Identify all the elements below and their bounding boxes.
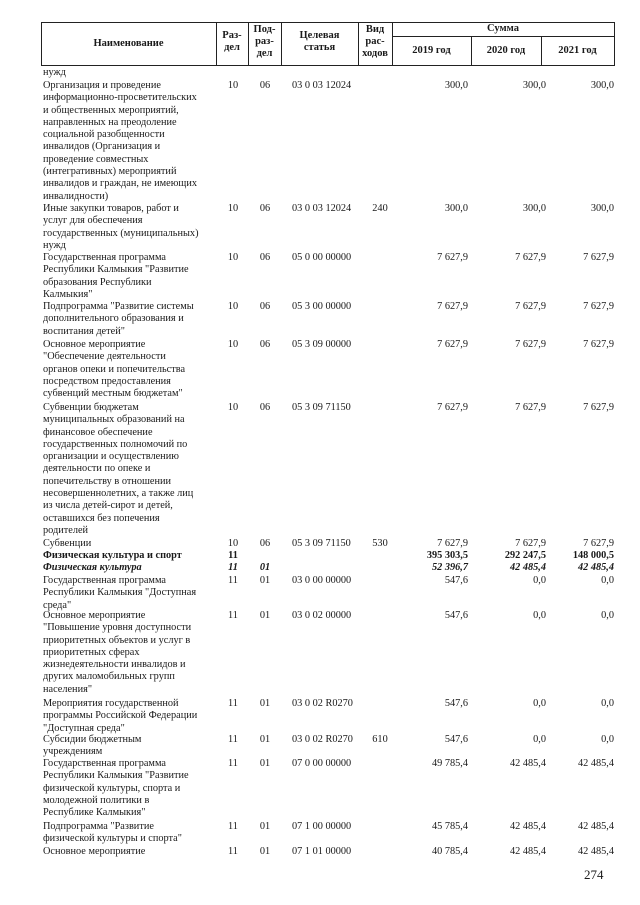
row-target: 05 3 09 00000: [292, 339, 352, 350]
row-section: 11: [228, 846, 238, 857]
row-sum-2019: 40 785,4: [431, 846, 468, 857]
row-sum-2021: 7 627,9: [583, 301, 614, 312]
row-target: 03 0 03 12024: [292, 203, 352, 214]
row-sum-2019: 7 627,9: [437, 339, 468, 350]
header-sum: Сумма: [487, 23, 519, 34]
row-sum-2019: 49 785,4: [431, 758, 468, 769]
row-subsection: 06: [259, 538, 271, 549]
row-sum-2021: 42 485,4: [577, 821, 614, 832]
row-sum-2020: 0,0: [533, 575, 546, 586]
row-sum-2021: 0,0: [601, 734, 614, 745]
row-expense-type: 240: [372, 203, 388, 214]
row-sum-2019: 7 627,9: [437, 252, 468, 263]
row-subsection: 06: [259, 402, 271, 413]
header-expense-type: Вид рас- ходов: [362, 24, 388, 59]
row-name: Организация и проведение информационно-просветительских и общественных мероприятий, направленных на преодоление социальной разобщенности инвалидов (Организация и проведение совместных (интегративных) мероприятий инвалидов и граждан, не имеющих инвалидности): [43, 80, 198, 202]
row-sum-2019: 7 627,9: [437, 538, 468, 549]
row-name: Подпрограмма "Развитие системы дополнительного образования и воспитания детей": [43, 301, 194, 337]
row-sum-2021: 7 627,9: [583, 538, 614, 549]
header-2020: 2020 год: [486, 45, 526, 56]
row-name: Иные закупки товаров, работ и услуг для обеспечения государственных (муниципальных) нужд: [43, 203, 199, 251]
row-name: Государственная программа Республики Калмыкия "Развитие образования Республики Калмыкия": [43, 252, 189, 300]
row-sum-2021: 42 485,4: [577, 846, 614, 857]
row-sum-2019: 7 627,9: [437, 301, 468, 312]
row-sum-2020: 7 627,9: [515, 402, 546, 413]
row-sum-2019: 300,0: [444, 203, 468, 214]
row-subsection: 01: [259, 575, 271, 586]
header-2021: 2021 год: [558, 45, 597, 56]
row-section: 10: [227, 252, 239, 263]
row-sum-2019: 52 396,7: [431, 562, 468, 573]
row-target: 03 0 03 12024: [292, 80, 352, 91]
row-sum-2019: 547,6: [444, 610, 468, 621]
header-2019: 2019 год: [412, 45, 451, 56]
row-section: 10: [227, 80, 239, 91]
row-sum-2021: 7 627,9: [583, 252, 614, 263]
row-name: Государственная программа Республики Калмыкия "Развитие физической культуры, спорта и молодежной политики в Республике Калмыкия": [43, 758, 189, 819]
row-target: 05 3 00 00000: [292, 301, 352, 312]
row-subsection: 06: [259, 252, 271, 263]
row-name: Субвенции: [43, 538, 92, 549]
row-sum-2019: 547,6: [444, 575, 468, 586]
row-name: Субсидии бюджетным учреждениям: [43, 734, 142, 758]
row-sum-2020: 0,0: [533, 734, 546, 745]
row-name: Основное мероприятие "Обеспечение деятельности органов опеки и попечительства посредством предоставления субвенций местным бюджетам": [43, 339, 186, 400]
row-sum-2021: 42 485,4: [577, 562, 614, 573]
row-expense-type: 610: [372, 734, 388, 745]
table-header: [41, 22, 615, 65]
row-target: 07 0 00 00000: [292, 758, 352, 769]
row-target: 03 0 02 R0270: [292, 734, 353, 745]
row-target: 03 0 02 R0270: [292, 698, 353, 709]
header-name: Наименование: [93, 38, 164, 49]
row-sum-2020: 300,0: [522, 203, 546, 214]
row-subsection: 01: [259, 734, 271, 745]
row-subsection: 01: [259, 758, 271, 769]
row-sum-2019: 395 303,5: [426, 550, 468, 561]
row-subsection: 06: [259, 339, 271, 350]
row-target: 07 1 01 00000: [292, 846, 352, 857]
row-subsection: 06: [259, 80, 271, 91]
row-name: Физическая культура: [43, 562, 142, 573]
row-name: Мероприятия государственной программы Российской Федерации "Доступная среда": [43, 698, 198, 734]
row-name: Государственная программа Республики Калмыкия "Доступная среда": [43, 575, 197, 611]
row-section: 11: [228, 562, 238, 573]
header-target: Целевая статья: [299, 30, 340, 53]
row-sum-2020: 7 627,9: [515, 538, 546, 549]
row-sum-2021: 0,0: [601, 575, 614, 586]
row-sum-2021: 300,0: [590, 80, 614, 91]
page-number: 274: [584, 867, 604, 882]
row-name: Основное мероприятие "Повышение уровня доступности приоритетных объектов и услуг в приоритетных сферах жизнедеятельности инвалидов и других маломобильных групп населения": [43, 610, 192, 695]
row-section: 11: [228, 821, 238, 832]
row-target: 05 0 00 00000: [292, 252, 352, 263]
row-sum-2019: 45 785,4: [431, 821, 468, 832]
row-subsection: 06: [259, 301, 271, 312]
row-sum-2020: 7 627,9: [515, 301, 546, 312]
row-sum-2021: 0,0: [601, 610, 614, 621]
row-section: 10: [227, 538, 239, 549]
row-sum-2020: 42 485,4: [509, 846, 546, 857]
header-section: Раз- дел: [222, 30, 242, 53]
row-sum-2021: 42 485,4: [577, 758, 614, 769]
row-section: 10: [227, 301, 239, 312]
row-name: Основное мероприятие: [43, 846, 146, 857]
row-sum-2019: 300,0: [444, 80, 468, 91]
row-section: 10: [227, 203, 239, 214]
row-section: 11: [228, 550, 238, 561]
row-sum-2020: 292 247,5: [504, 550, 546, 561]
row-sum-2021: 0,0: [601, 698, 614, 709]
row-section: 10: [227, 402, 239, 413]
row-section: 11: [228, 734, 238, 745]
row-name: Физическая культура и спорт: [43, 550, 182, 561]
row-sum-2021: 7 627,9: [583, 402, 614, 413]
row-subsection: 01: [259, 698, 271, 709]
row-name: нужд: [43, 67, 66, 78]
row-sum-2021: 7 627,9: [583, 339, 614, 350]
row-sum-2020: 0,0: [533, 698, 546, 709]
row-subsection: 01: [259, 821, 271, 832]
row-sum-2020: 7 627,9: [515, 339, 546, 350]
row-sum-2021: 300,0: [590, 203, 614, 214]
row-section: 11: [228, 575, 238, 586]
row-sum-2020: 0,0: [533, 610, 546, 621]
row-section: 11: [228, 610, 238, 621]
row-target: 07 1 00 00000: [292, 821, 352, 832]
row-sum-2019: 547,6: [444, 734, 468, 745]
row-section: 11: [228, 758, 238, 769]
row-sum-2020: 42 485,4: [509, 758, 546, 769]
header-subsection: Под- раз- дел: [253, 24, 276, 59]
row-subsection: 01: [259, 562, 271, 573]
row-sum-2019: 7 627,9: [437, 402, 468, 413]
row-sum-2020: 300,0: [522, 80, 546, 91]
row-target: 05 3 09 71150: [292, 402, 351, 413]
row-expense-type: 530: [372, 538, 388, 549]
row-name: Подпрограмма "Развитие физической культуры и спорта": [43, 821, 182, 845]
row-sum-2020: 42 485,4: [509, 562, 546, 573]
row-name: Субвенции бюджетам муниципальных образований на финансовое обеспечение государственных полномочий по организации и осуществлению деятельности по опеке и попечительству в отношении несовершеннолетних, а также лиц из числа детей-сирот и детей, оставшихся без попечения родителей: [43, 402, 194, 536]
row-section: 10: [227, 339, 239, 350]
row-subsection: 06: [259, 203, 271, 214]
row-subsection: 01: [259, 846, 271, 857]
row-sum-2021: 148 000,5: [572, 550, 614, 561]
row-target: 03 0 00 00000: [292, 575, 352, 586]
row-sum-2020: 42 485,4: [509, 821, 546, 832]
row-sum-2019: 547,6: [444, 698, 468, 709]
row-section: 11: [228, 698, 238, 709]
row-target: 05 3 09 71150: [292, 538, 351, 549]
row-target: 03 0 02 00000: [292, 610, 352, 621]
row-subsection: 01: [259, 610, 271, 621]
row-sum-2020: 7 627,9: [515, 252, 546, 263]
